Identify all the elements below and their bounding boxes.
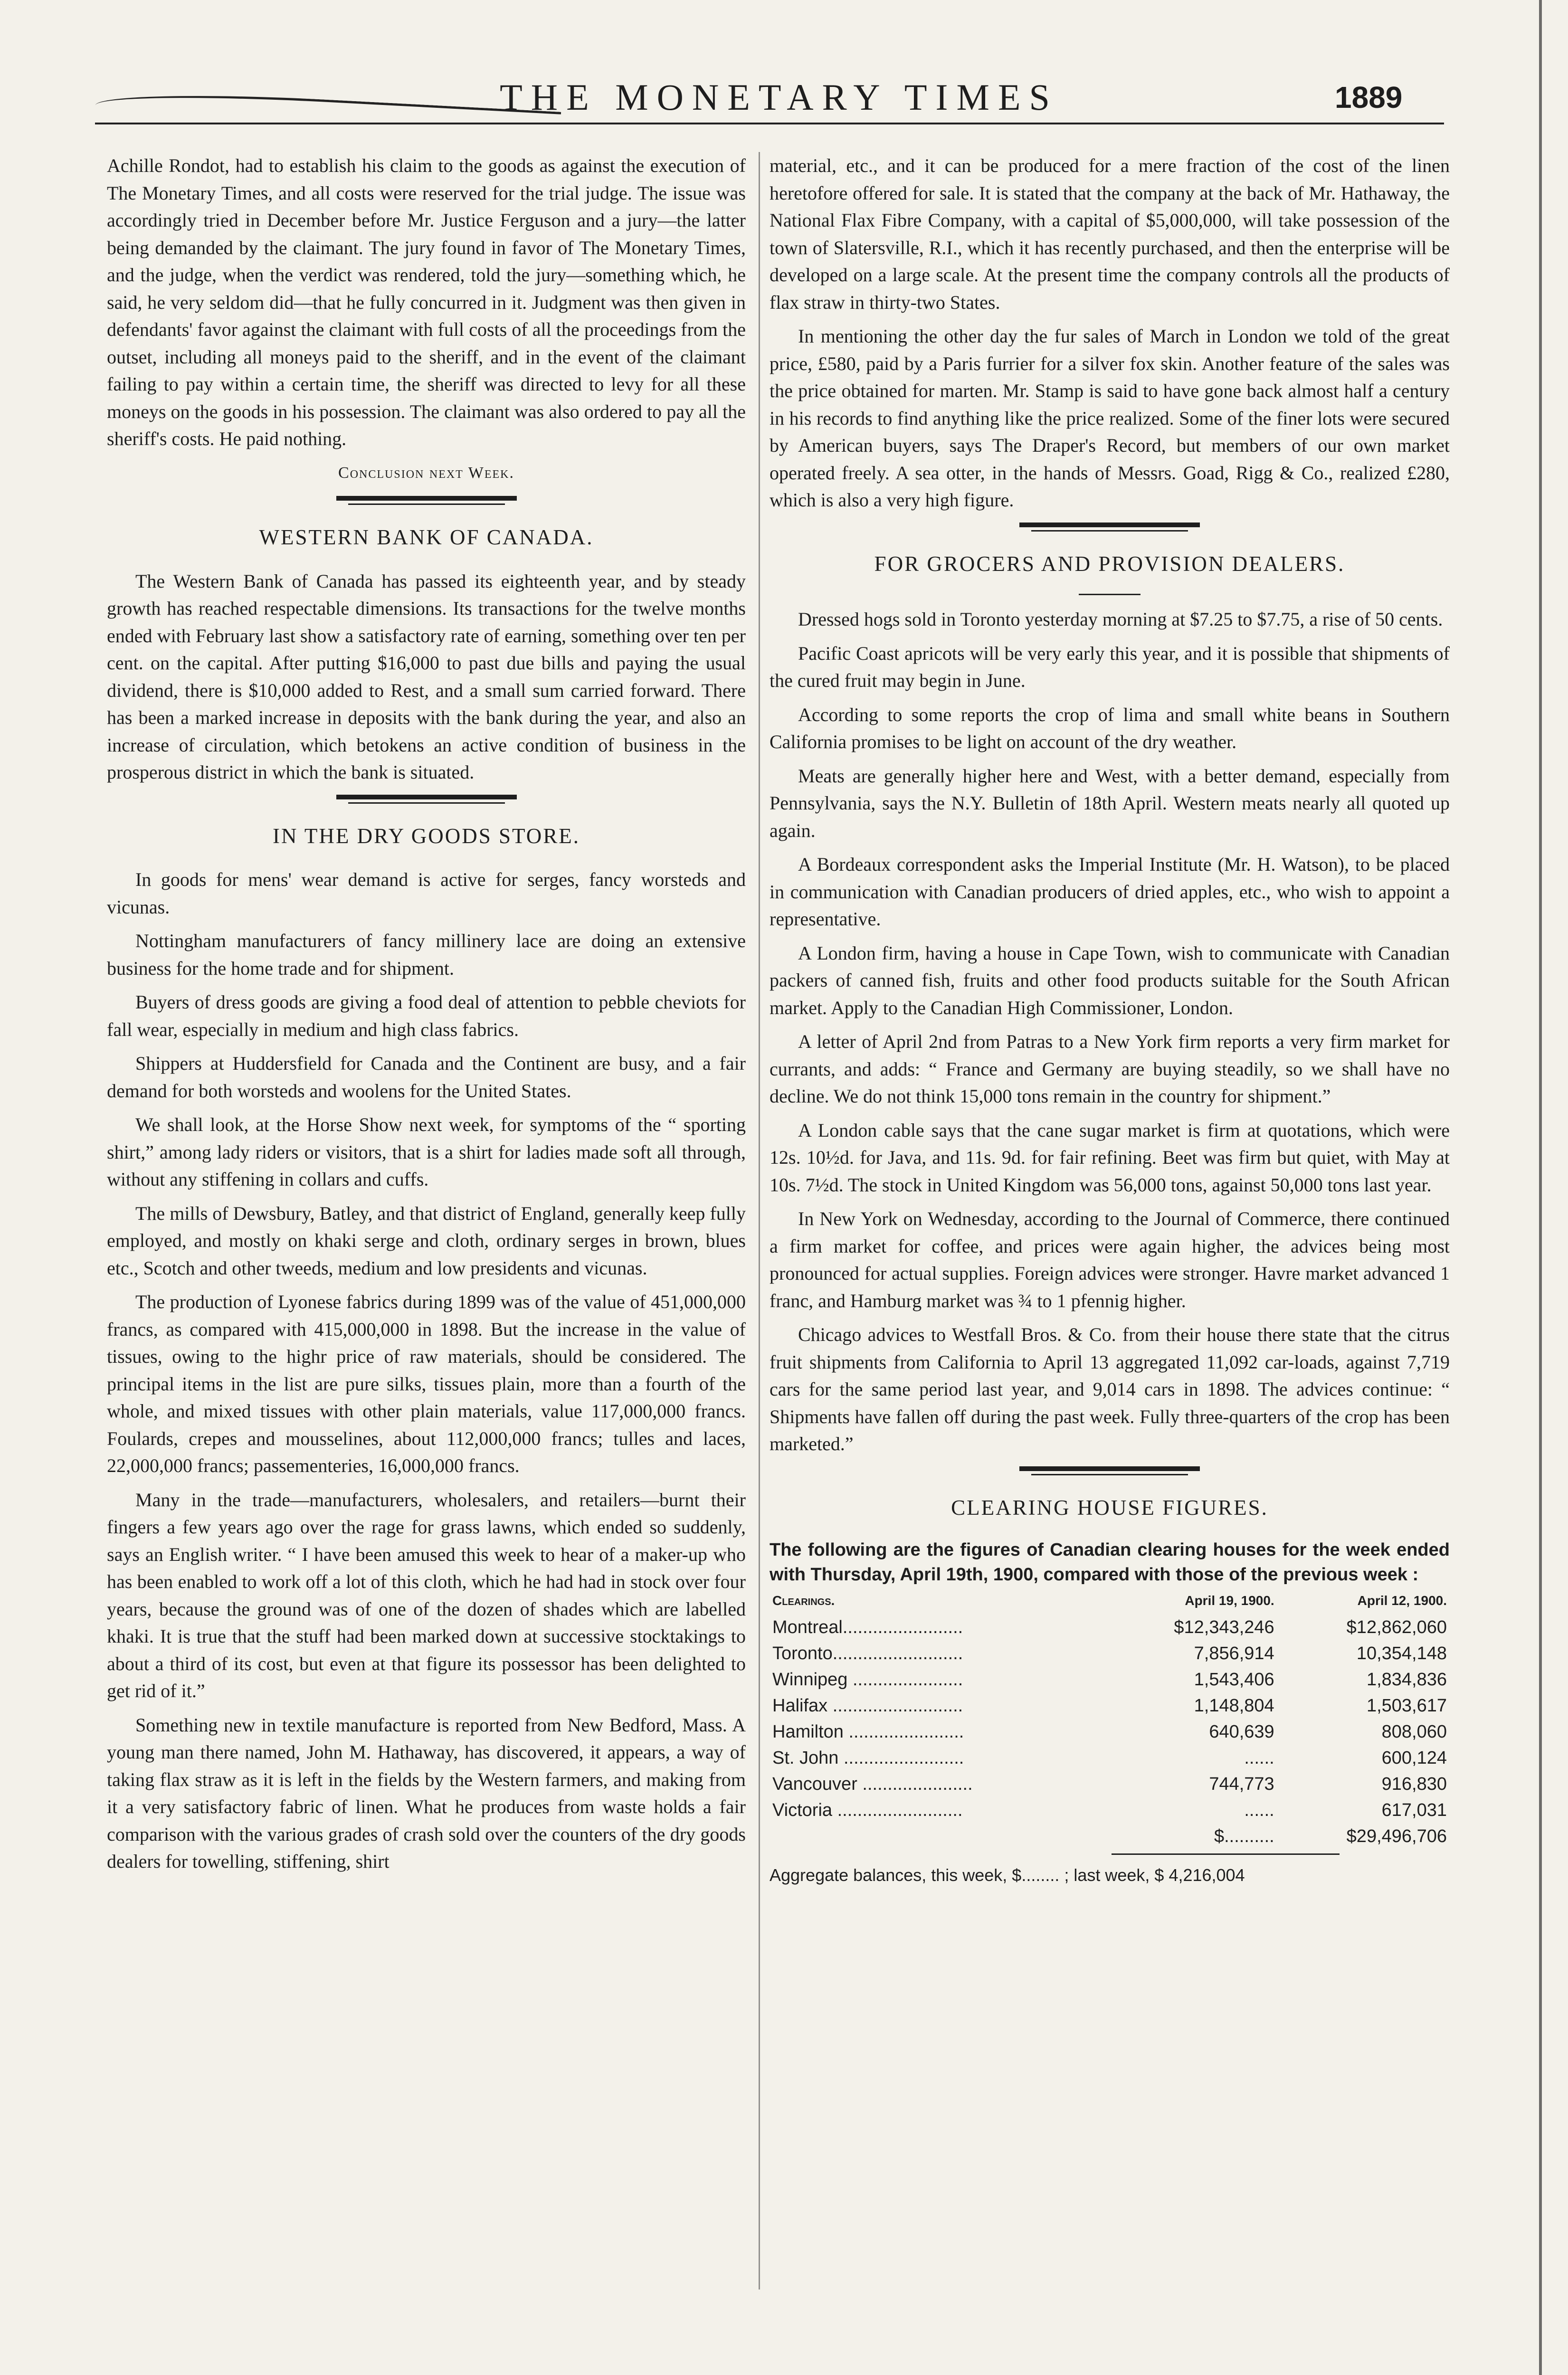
city-cell: Winnipeg ...................... (772, 1669, 963, 1690)
amount-cell: 640,639 (1209, 1721, 1274, 1742)
city-cell: St. John ........................ (772, 1748, 964, 1768)
grocers-paragraph: A London firm, having a house in Cape Town, wish to communicate with Canadian packers of canned fish, fruits and other food products suitable for the South African market. Apply to the Canadian High Commissioner, London. (770, 942, 1450, 1018)
right-column (770, 152, 1450, 1889)
city-cell: Halifax .......................... (772, 1695, 963, 1716)
grocers-paragraph: A London cable says that the cane sugar market is firm at quotations, which were 12s. 10½d. for Java, and 11s. 9d. for fair refining. Beet was firm but quiet, with May at 10s. 7½d. The stock in United Kingdom was 56,000 tons, against 50,000 tons last year. (770, 1119, 1450, 1196)
amount-cell: $12,343,246 (1174, 1617, 1274, 1637)
grocers-paragraph: Chicago advices to Westfall Bros. & Co. from their house there state that the citrus fruit shipments from California to April 13 aggregated 11,092 car-loads, against 7,719 cars for the same period last year, and 9,014 cars in 1898. The advices continue: “ Shipments have fallen off during the past week. Fully three-quarters of the crop has been marketed.” (770, 1324, 1450, 1454)
amount-cell: ...... (1244, 1800, 1274, 1820)
clearing-house-heading: CLEARING HOUSE FIGURES. (951, 1495, 1268, 1520)
conclusion-next-week: Conclusion next Week. (338, 464, 514, 482)
amount-cell: 1,543,406 (1194, 1669, 1274, 1690)
amount-cell: 808,060 (1381, 1721, 1447, 1742)
fur-sales-paragraph: In mentioning the other day the fur sales of March in London we told of the great price, £580, paid by a Paris furrier for a silver fox skin. Another feature of the sales was the price obtained for marten. Mr. Stamp is said to have gone back almost half a century in his records to find anything like the price realized. Some of the finer lots were secured by American buyers, says The Draper's Record, but members of our own market operated freely. A sea otter, in the hands of Messrs. Goad, Rigg & Co., realized £280, which is also a very high figure. (770, 325, 1450, 511)
grocers-heading: FOR GROCERS AND PROVISION DEALERS. (874, 551, 1345, 576)
grocers-paragraph: Dressed hogs sold in Toronto yesterday morning at $7.25 to $7.75, a rise of 50 cents. (798, 608, 1443, 630)
section-separator (336, 496, 517, 501)
dry-goods-paragraph: Shippers at Huddersfield for Canada and the Continent are busy, and a fair demand for both worsteds and woolens for the United States. (107, 1053, 746, 1102)
section-separator-thin (348, 504, 505, 505)
dry-goods-paragraph: The mills of Dewsbury, Batley, and that district of England, generally keep fully employed, and mostly on khaki serge and cloth, ordinary serges in brown, blues etc., Scotch and other tweeds, medium and low presidents and vicunas. (107, 1202, 746, 1279)
column-header: April 19, 1900. (1185, 1593, 1274, 1608)
table-row (770, 1693, 1450, 1719)
amount-cell: 600,124 (1381, 1748, 1447, 1768)
table-header-row (770, 1587, 1450, 1615)
dry-goods-heading: IN THE DRY GOODS STORE. (273, 824, 580, 848)
table-row (770, 1797, 1450, 1824)
grocers-paragraph: In New York on Wednesday, according to the Journal of Commerce, there continued a firm market for coffee, and prices were again higher, the advices being most pronounced for actual supplies. Foreign advices were stronger. Havre market advanced 1 franc, and Hamburg market was ¾ to 1 pfennig higher. (770, 1208, 1450, 1311)
heading-underline (1079, 594, 1140, 595)
header-rule (95, 123, 1444, 124)
column-header: Clearings. (772, 1593, 835, 1608)
city-cell (770, 1824, 1104, 1850)
table-row (770, 1667, 1450, 1693)
amount-cell: 744,773 (1209, 1774, 1274, 1794)
table-total-row (770, 1824, 1450, 1850)
amount-cell: $12,862,060 (1346, 1617, 1447, 1637)
page-number: 1889 (1335, 80, 1403, 114)
table-row (770, 1719, 1450, 1745)
section-separator (1019, 522, 1200, 527)
western-bank-heading: WESTERN BANK OF CANADA. (259, 525, 594, 549)
amount-cell: 1,148,804 (1194, 1695, 1274, 1716)
column-divider (759, 152, 760, 2290)
dry-goods-paragraph: The production of Lyonese fabrics during 1899 was of the value of 451,000,000 francs, as compared with 415,000,000 in 1898. But the increase in the value of tissues, owing to the highr price of raw materials, should be considered. The principal items in the list are pure silks, tissues plain, more than a fourth of the whole, and mixed tissues with other plain materials, value 117,000,000 francs. Foulards, crepes and mousselines, about 112,000,000 francs; tulles and laces, 22,000,000 francs; passementeries, 16,000,000 francs. (107, 1291, 746, 1476)
grocers-paragraph: Meats are generally higher here and West, with a better demand, especially from Pennsylvania, says the N.Y. Bulletin of 18th April. Western meats nearly all quoted up again. (770, 765, 1450, 841)
continued-article-paragraph: material, etc., and it can be produced for a mere fraction of the cost of the linen heretofore offered for sale. It is stated that the company at the back of Mr. Hathaway, the National Flax Fibre Company, with a capital of $5,000,000, will take possession of the town of Slatersville, R.I., which it has recently purchased, and then the enterprise will be developed on a large scale. At the present time the company controls all the products of flax straw in thirty-two States. (770, 155, 1450, 313)
grocers-paragraph: A letter of April 2nd from Patras to a New York firm reports a very firm market for currants, and adds: “ France and Germany are buying steadily, so we shall have no decline. We do not think 15,000 tons remain in the country for shipment.” (770, 1031, 1450, 1107)
city-cell: Victoria ......................... (772, 1800, 963, 1820)
amount-cell: 617,031 (1381, 1800, 1447, 1820)
section-separator-thin (1031, 1474, 1188, 1475)
dry-goods-paragraph: Something new in textile manufacture is reported from New Bedford, Mass. A young man there named, John M. Hathaway, has discovered, it appears, a way of taking flax straw as it is left in the fields by the Western farmers, and making from it a very satisfactory fabric of linen. What he produces from waste holds a fair comparison with the various grades of crash sold over the counters of the dry goods dealers for towelling, stiffening, shirt (107, 1714, 746, 1872)
column-header: April 12, 1900. (1357, 1593, 1447, 1608)
page-edge-shadow (1539, 0, 1542, 2375)
table-row (770, 1641, 1450, 1667)
amount-cell: 7,856,914 (1194, 1643, 1274, 1663)
dry-goods-paragraph: Many in the trade—manufacturers, wholesalers, and retailers—burnt their fingers a few years ago over the rage for grass lawns, which ended so suddenly, says an English writer. “ I have been amused this week to hear of a maker-up who has been enabled to work off a lot of this cloth, which he had had in stock over four years, because the ground was of one of the dozen of shades which are labelled khaki. It is true that the stuff had been marked down at successive stocktakings to about a third of its cost, but even at that figure its possessor has been delighted to get rid of it.” (107, 1489, 746, 1701)
total-rule (1112, 1853, 1340, 1855)
table-row (770, 1771, 1450, 1797)
city-cell: Toronto.......................... (772, 1643, 963, 1663)
dry-goods-paragraph: Nottingham manufacturers of fancy millinery lace are doing an extensive business for the home trade and for shipment. (107, 930, 746, 979)
city-cell: Montreal........................ (772, 1617, 963, 1637)
dry-goods-paragraph: In goods for mens' wear demand is active for serges, fancy worsteds and vicunas. (107, 869, 746, 918)
clearing-house-table (770, 1587, 1450, 1850)
masthead-title: THE MONETARY TIMES (500, 76, 1058, 118)
dry-goods-paragraph: We shall look, at the Horse Show next week, for symptoms of the “ sporting shirt,” among lady riders or visitors, that is a shirt for ladies made soft all through, without any stiffening in collars and cuffs. (107, 1114, 746, 1190)
aggregate-balances-line: Aggregate balances, this week, $........ ; last week, $ 4,216,004 (770, 1865, 1245, 1885)
amount-cell: 1,834,836 (1366, 1669, 1447, 1690)
dry-goods-paragraph: Buyers of dress goods are giving a food deal of attention to pebble cheviots for fall wear, especially in medium and high class fabrics. (107, 991, 746, 1040)
city-cell: Hamilton ....................... (772, 1721, 964, 1742)
grocers-paragraph: Pacific Coast apricots will be very early this year, and it is possible that shipments of the cured fruit may begin in June. (770, 642, 1450, 691)
amount-cell: 10,354,148 (1356, 1643, 1447, 1663)
amount-cell: 916,830 (1381, 1774, 1447, 1794)
amount-cell: $29,496,706 (1346, 1826, 1447, 1846)
amount-cell: ...... (1244, 1748, 1274, 1768)
clearing-house-intro: The following are the figures of Canadian clearing houses for the week ended with Thursday, April 19th, 1900, compared with those of the previous week : (770, 1540, 1450, 1585)
section-separator (1019, 1466, 1200, 1471)
western-bank-paragraph: The Western Bank of Canada has passed its eighteenth year, and by steady growth has reached respectable dimensions. Its transactions for the twelve months ended with February last show a satisfactory rate of earning, something over ten per cent. on the capital. After putting $16,000 to past due bills and paying the usual dividend, there is $10,000 added to Rest, and a small sum carried forward. There has been a marked increase in deposits with the bank during the year, and also an increase of circulation, which betokens an active condition of business in the prosperous district in which the bank is situated. (107, 570, 746, 783)
amount-cell: $.......... (1214, 1826, 1274, 1846)
section-separator (336, 795, 517, 799)
amount-cell: 1,503,617 (1366, 1695, 1447, 1716)
section-separator-thin (1031, 530, 1188, 532)
grocers-paragraph: According to some reports the crop of lima and small white beans in Southern California promises to be light on account of the dry weather. (770, 703, 1450, 752)
city-cell: Vancouver ...................... (772, 1774, 973, 1794)
left-column (107, 152, 746, 1882)
section-separator-thin (348, 802, 505, 804)
table-row (770, 1745, 1450, 1771)
grocers-paragraph: A Bordeaux correspondent asks the Imperial Institute (Mr. H. Watson), to be placed in communication with Canadian producers of dried apples, etc., who wish to appoint a representative. (770, 854, 1450, 930)
continued-article-paragraph: Achille Rondot, had to establish his claim to the goods as against the execution of The Monetary Times, and all costs were reserved for the trial judge. The issue was accordingly tried in December before Mr. Justice Ferguson and a jury—the latter being demanded by the claimant. The jury found in favor of The Monetary Times, and the judge, when the verdict was rendered, told the jury—something which, he said, he very seldom did—that he fully concurred in it. Judgment was then given in defendants' favor against the claimant with full costs of all the proceedings from the outset, including all moneys paid to the sheriff, and in the event of the claimant failing to pay within a certain time, the sheriff was directed to levy for all these moneys on the goods in his possession. The claimant was also ordered to pay all the sheriff's costs. He paid nothing. (107, 155, 746, 449)
table-row (770, 1615, 1450, 1641)
